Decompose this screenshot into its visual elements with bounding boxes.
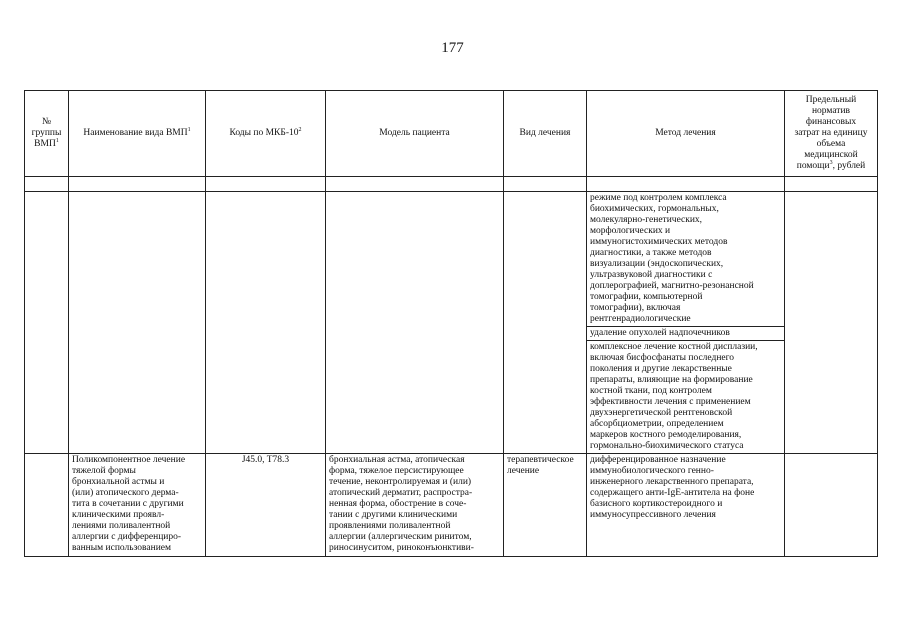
cell-codes-continued [206,192,326,454]
cell-model: бронхиальная астма, атопическая форма, тяжелое персистирующее течение, неконтролируемая и (или) атопический дерматит, распростра- ненная форма, обострение в соче- тании с другими клиническими проявлениями поливалентной аллергии (аллергическим ринитом, риносинуситом, риноконъюнктиви- [326,454,504,557]
table-row [25,192,878,327]
table-header-row [25,91,878,177]
header-vmp-name: Наименование вида ВМП$^1$ [69,91,206,177]
cell-method-continued-2: удаление опухолей надпочечников [587,327,785,341]
cell-limit [785,454,878,557]
header-treatment-method: Метод лечения [587,91,785,177]
cell-limit-continued [785,192,878,454]
cell-num [25,454,69,557]
cell-name: Поликомпонентное лечение тяжелой формы бронхиальной астмы и (или) атопического дерма- тита в сочетании с другими клиническими проявл- лениями поливалентной аллергии с дифференциро- ванным использованием [69,454,206,557]
cell-model-continued [326,192,504,454]
cell-name-continued [69,192,206,454]
cell-method-continued-3: комплексное лечение костной дисплазии, включая бисфосфанаты последнего поколения и другие лекарственные препараты, влияющие на формирование костной ткани, под контролем эффективности лечения с применением двухэнергетической рентгеновской абсорбциометрии, определением маркеров костного ремоделирования, гормонально-биохимического статуса [587,341,785,454]
header-patient-model: Модель пациента [326,91,504,177]
table-row [25,454,878,557]
header-icd-codes: Коды по МКБ-$10^2$ [206,91,326,177]
cell-kind-continued [504,192,587,454]
page-number: 177 [441,40,464,56]
cell-num-continued [25,192,69,454]
cell-codes: J45.0, T78.3 [206,454,326,557]
spacer-row [25,177,878,192]
treatment-table [24,90,878,557]
cell-kind: терапевтическое лечение [504,454,587,557]
header-treatment-kind: Вид лечения [504,91,587,177]
header-group-number: № группы ВМП$^1$ [25,91,69,177]
header-cost-limit: Предельный норматив финансовых затрат на единицу объема медицинской помощи$^3$, рублей [785,91,878,177]
cell-method: дифференцированное назначение иммунобиологического генно- инженерного лекарственного препарата, содержащего анти-IgE-антитела на фоне базисного кортикостероидного и иммуносупрессивного лечения [587,454,785,557]
cell-method-continued-1: режиме под контролем комплекса биохимических, гормональных, молекулярно-генетических, морфологических и иммуногистохимических методов диагностики, а также методов визуализации (эндоскопических, ультразвуковой диагностики с доплерографией, магнитно-резонансной томографии, компьютерной томографии), включая рентгенрадиологические [587,192,785,327]
